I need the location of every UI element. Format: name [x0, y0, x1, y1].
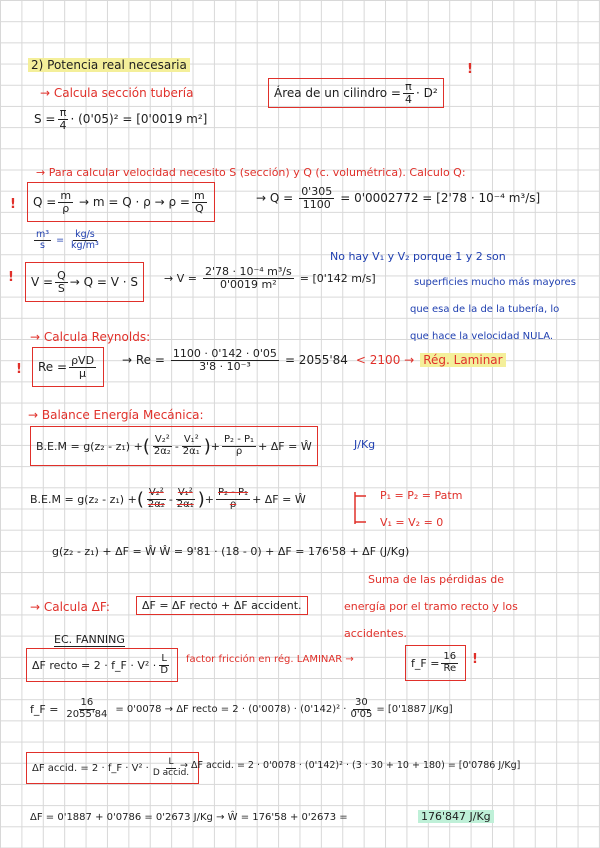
reynolds-formula-box [32, 347, 104, 387]
bem-p-num: P₂ - P₁ [224, 434, 255, 445]
friction-calc-num2: 30 [355, 697, 368, 708]
friction-calc-end: = [0'1887 J/Kg] [376, 703, 453, 715]
ff-num: 16 [443, 651, 457, 662]
area-text-left: Área de un cilindro = [274, 86, 401, 101]
fanning-label: EC. FANNING [54, 633, 125, 646]
acc-box-left: ΔF accid. = 2 · f_F · V² · [32, 762, 149, 774]
reynolds-box-left: Re = [38, 360, 68, 374]
flow-label: → Para calcular velocidad necesito S (sección) y Q (c. volumétrica). Calculo Q: [36, 166, 466, 179]
reynolds-eq-right: = 2055'84 [284, 353, 348, 368]
friction-laminar-note: factor fricción en rég. LAMINAR → [186, 654, 354, 665]
bem-p-den: ρ [235, 445, 243, 457]
bem-v-frac-a [152, 435, 173, 457]
bem-label: → Balance Energía Mecánica: [28, 408, 204, 422]
flow-box-b-den: Q [194, 201, 204, 215]
accident-equation: → ΔF accid. = 2 · 0'0078 · (0'142)² · (3 · 30 + 10 + 180) = [0'0786 J/Kg] [180, 760, 521, 771]
fanning-box-left: ΔF recto = 2 · f_F · V² · [32, 658, 157, 672]
ff-frac [441, 652, 458, 674]
flow-units-num: m³ [36, 229, 50, 240]
friction-calc-den: 2055'84 [66, 708, 108, 720]
velocity-box-den: S [57, 281, 65, 295]
bem-equation-2: B.E.M = g(z₂ - z₁) + ( $\frac{\text{V₂²}}{\text{2α₂}}$ - $\frac{\text{V₁²}}{\text{2α₁}}$ ) + $\frac{\text{P₂ - P₁}}{\rho}$ + ΔF = Ŵ [30, 487, 306, 510]
fanning-formula-box [26, 648, 178, 682]
reynolds-result: Rég. Laminar [420, 353, 505, 367]
reynolds-equation [122, 348, 506, 372]
bem2-p-num: P₂ - P₁ [218, 487, 249, 498]
flow-box-b: → m = Q · ρ → ρ = [79, 195, 190, 209]
friction-calc-left: f_F = [30, 702, 59, 716]
flow-box-a: Q = [33, 195, 57, 209]
exclamation-mark: ! [467, 62, 473, 77]
reynolds-lt: < 2100 → [355, 353, 415, 368]
bem2-p-frac [216, 488, 250, 510]
friction-calc-right: = 0'0078 → ΔF recto = 2 · (0'0078) · (0'142)² · [115, 703, 347, 715]
reynolds-den: 3'8 · 10⁻³ [199, 359, 251, 373]
friction-calc-num: 16 [80, 697, 94, 708]
flow-result-den: 1100 [302, 197, 331, 211]
section-num: π [59, 106, 67, 119]
bem-eq2-start: B.E.M = g(z₂ - z₁) + [30, 492, 137, 506]
flow-units-frac [34, 230, 51, 251]
flow-result-frac [299, 186, 334, 210]
bem-note-3: accidentes. [344, 627, 407, 640]
flow-result-num: 0'305 [301, 185, 333, 198]
friction-calc-den2: 0'05 [350, 708, 373, 720]
bem-eq-start: B.E.M = g(z₂ - z₁) + [36, 439, 143, 453]
flow-box-a-den: ρ [62, 201, 70, 215]
reynolds-box-den: μ [79, 366, 87, 380]
area-den: 4 [404, 92, 412, 106]
bem-v-frac-b [181, 435, 202, 457]
reynolds-eq-left: → Re = [122, 353, 165, 368]
flow-box-a-frac [58, 190, 73, 214]
section-eq-left: S = [34, 112, 56, 127]
velocity-box-right: → Q = V · S [69, 275, 139, 289]
flow-units: $\frac{\text{m³}}{s}$ = $\frac{kg/s}{\text{kg/m³}}$ [36, 229, 99, 251]
exclamation-mark: ! [472, 652, 478, 667]
section-eq-right: · (0'05)² = [0'0019 m²] [70, 112, 208, 127]
flow-units-frac2 [69, 230, 101, 251]
bem-p-frac [222, 435, 256, 457]
bem-v-num-a: V₂² [154, 434, 170, 445]
ff-formula-box [405, 645, 466, 681]
bem2-plus: + [204, 492, 215, 506]
bem2-v-frac-a [146, 488, 167, 510]
flow-result-left: → Q = [256, 191, 294, 206]
final-result: 176'847 J/Kg [418, 810, 494, 823]
velocity-note-1: No hay V₁ y V₂ porque 1 y 2 son [330, 250, 506, 263]
section-den: 4 [59, 118, 67, 132]
bem-note-2: energía por el tramo recto y los [344, 600, 518, 613]
exclamation-mark: ! [16, 362, 22, 377]
velocity-den: 0'0019 m² [220, 277, 277, 291]
acc-box-num: L [168, 757, 174, 768]
bem-plus: + [210, 439, 221, 453]
friction-calc-frac2 [348, 698, 374, 720]
fanning-box-frac [158, 654, 170, 676]
bem-eq-end: + ΔF = Ŵ [258, 439, 312, 453]
flow-box-b-num: m [193, 188, 205, 202]
exclamation-mark: ! [8, 270, 14, 285]
bem2-v-frac-b [175, 488, 196, 510]
velocity-box-frac [55, 270, 68, 294]
friction-calc-frac [64, 698, 109, 720]
velocity-box-num: Q [57, 268, 66, 282]
bem-v-num-b: V₁² [183, 434, 199, 445]
bem-bracket [340, 488, 370, 530]
velocity-note-2: superficies mucho más mayores [414, 277, 576, 288]
bem2-minus: - [168, 492, 173, 506]
velocity-note-3: que esa de la de la tubería, lo [410, 304, 560, 315]
reynolds-box-frac [69, 355, 96, 379]
reynolds-frac [171, 348, 279, 372]
flow-units-den: s [40, 239, 45, 251]
velocity-formula-box [25, 262, 144, 302]
area-text-right: · D² [415, 86, 438, 101]
reynolds-num: 1100 · 0'142 · 0'05 [172, 347, 277, 360]
area-fraction [403, 81, 414, 105]
bem-condition-1: P₁ = P₂ = Patm [380, 489, 463, 502]
section-equation [34, 107, 207, 131]
friction-calc [30, 698, 453, 720]
fanning-box-den: D [160, 664, 169, 676]
reynolds-label: → Calcula Reynolds: [30, 330, 151, 344]
flow-units-den2: kg/m³ [71, 239, 99, 251]
flow-result [256, 186, 540, 210]
bem-v-den-b: 2α₁ [182, 445, 200, 457]
bem-formula-box: B.E.M = g(z₂ - z₁) + ( $\frac{\text{V₂²}}{\text{2α₂}}$ - $\frac{\text{V₁²}}{\text{2α₁}}$ ) + $\frac{\text{P₂ - P₁}}{\rho}$ + ΔF = Ŵ [30, 426, 318, 466]
bem-units: J/Kg [354, 438, 376, 451]
flow-box-b-frac [192, 190, 207, 214]
reynolds-box-num: ρVD [71, 353, 95, 367]
bem2-p-den: ρ [229, 498, 237, 510]
bem2-v-num-a: V₂² [148, 487, 164, 498]
ff-den: Re [443, 662, 457, 674]
fanning-box-num: L [161, 653, 167, 664]
bem-equation-3: g(z₂ - z₁) + ΔF = Ŵ Ŵ = 9'81 · (18 - 0) + ΔF = 176'58 + ΔF (J/Kg) [52, 545, 410, 558]
exclamation-mark: ! [10, 197, 16, 212]
bem-v-den-a: 2α₂ [153, 445, 171, 457]
bem-condition-2: V₁ = V₂ = 0 [380, 516, 444, 529]
acc-box-den: D accid. [152, 767, 190, 778]
accident-formula-box [26, 752, 199, 784]
bem-note-1: Suma de las pérdidas de [368, 573, 504, 586]
velocity-eq-right: = [0'142 m/s] [299, 271, 376, 285]
bem-eq2-end: + ΔF = Ŵ [252, 492, 306, 506]
ff-left: f_F = [411, 656, 440, 670]
velocity-eq-left: → V = [164, 271, 197, 285]
final-equation: ΔF = 0'1887 + 0'0786 = 0'2673 J/Kg → Ŵ = 176'58 + 0'2673 = [30, 812, 348, 823]
bem2-v-num-b: V₁² [177, 487, 193, 498]
bem2-v-den-a: 2α₂ [147, 498, 165, 510]
cylinder-area-box [268, 78, 444, 108]
area-num: π [405, 80, 412, 93]
velocity-note-4: que hace la velocidad NULA. [410, 331, 554, 342]
flow-formula-box [27, 182, 215, 222]
bem-minus: - [174, 439, 179, 453]
bem2-v-den-b: 2α₁ [176, 498, 194, 510]
flow-result-right: = 0'0002772 = [2'78 · 10⁻⁴ m³/s] [340, 191, 541, 206]
flow-units-num2: kg/s [75, 229, 95, 240]
velocity-num: 2'78 · 10⁻⁴ m³/s [204, 265, 292, 278]
section-title: 2) Potencia real necesaria [28, 58, 190, 72]
friction-label: → Calcula ΔF: [30, 600, 110, 614]
section-fraction [58, 107, 69, 131]
section-label: → Calcula sección tubería [40, 86, 194, 100]
flow-box-a-num: m [60, 188, 72, 202]
velocity-frac [203, 266, 294, 290]
friction-formula-box: ΔF = ΔF recto + ΔF accident. [136, 596, 308, 615]
velocity-equation [164, 266, 376, 290]
velocity-box-left: V = [31, 275, 54, 289]
